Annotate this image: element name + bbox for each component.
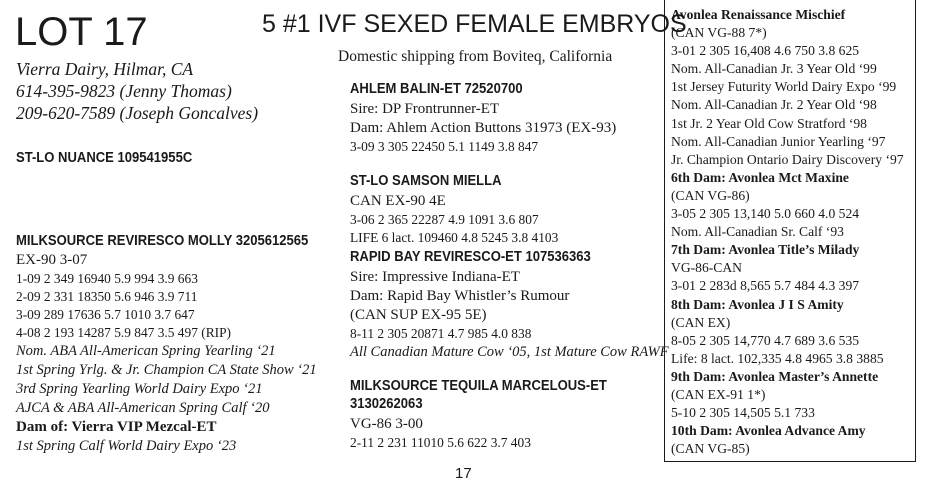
dam-award-3: 3rd Spring Yearling World Dairy Expo ‘21 (16, 381, 263, 397)
pedigree-line: 1st Jersey Futurity World Dairy Expo ‘99 (671, 79, 897, 95)
pedigree-line: (CAN VG-86) (671, 187, 750, 203)
consignor-name: Vierra Dairy, Hilmar, CA (16, 59, 194, 79)
dam-record-4: 4-08 2 193 14287 5.9 847 3.5 497 (RIP) (16, 325, 231, 340)
balin-record: 3-09 3 305 22450 5.1 1149 3.8 847 (350, 139, 539, 154)
pedigree-line: 1st Jr. 2 Year Old Cow Stratford ‘98 (671, 115, 867, 131)
lot-title: 5 #1 IVF SEXED FEMALE EMBRYOS (262, 10, 687, 38)
dam-of-award: 1st Spring Calf World Dairy Expo ‘23 (16, 438, 237, 454)
samson-name: ST-LO SAMSON MIELLA (350, 173, 502, 189)
balin-sire: Sire: DP Frontrunner-ET (350, 101, 500, 117)
dam-record-1: 1-09 2 349 16940 5.9 994 3.9 663 (16, 271, 198, 286)
samson-block (350, 172, 558, 247)
pedigree-line: Nom. All-Canadian Jr. 3 Year Old ‘99 (671, 61, 877, 77)
dam-block (16, 232, 341, 456)
consignor-contact (16, 58, 258, 124)
pedigree-line: 3-01 2 305 16,408 4.6 750 3.8 625 (671, 43, 860, 59)
pedigree-line: VG-86-CAN (671, 260, 742, 276)
balin-name: AHLEM BALIN-ET 72520700 (350, 81, 523, 97)
tequila-block (350, 377, 635, 452)
dam-record-2: 2-09 2 331 18350 5.6 946 3.9 711 (16, 289, 198, 304)
pedigree-list (671, 0, 904, 458)
pedigree-line: (CAN EX) (671, 314, 731, 330)
dam-classification: EX-90 3-07 (16, 252, 88, 268)
pedigree-line: 6th Dam: Avonlea Mct Maxine (671, 169, 849, 185)
pedigree-line: 3-01 2 283d 8,565 5.7 484 4.3 397 (671, 278, 860, 294)
balin-dam: Dam: Ahlem Action Buttons 31973 (EX-93) (350, 120, 617, 136)
samson-record-2: LIFE 6 lact. 109460 4.8 5245 3.8 4103 (350, 230, 559, 245)
pedigree-line: (CAN VG-85) (671, 441, 750, 457)
tequila-record: 2-11 2 231 11010 5.6 622 3.7 403 (350, 435, 531, 450)
dam-name: MILKSOURCE REVIRESCO MOLLY 3205612565 (16, 233, 309, 249)
pedigree-line: 9th Dam: Avonlea Master’s Annette (671, 368, 879, 384)
sire-block (16, 149, 212, 167)
pedigree-line: Life: 8 lact. 102,335 4.8 4965 3.8 3885 (671, 350, 884, 366)
tequila-classification: VG-86 3-00 (350, 416, 423, 432)
pedigree-line: 8-05 2 305 14,770 4.7 689 3.6 535 (671, 332, 860, 348)
rapid-bay-dam: Dam: Rapid Bay Whistler’s Rumour (350, 288, 570, 304)
sire-name: ST-LO NUANCE 109541955C (16, 150, 193, 166)
pedigree-line: Nom. All-Canadian Sr. Calf ‘93 (671, 224, 844, 240)
pedigree-line: (CAN EX-91 1*) (671, 386, 766, 402)
dam-record-3: 3-09 289 17636 5.7 1010 3.7 647 (16, 307, 195, 322)
dam-award-2: 1st Spring Yrlg. & Jr. Champion CA State Show ‘21 (16, 362, 317, 378)
tequila-name: MILKSOURCE TEQUILA MARCELOUS-ET (350, 378, 607, 394)
samson-classification: CAN EX-90 4E (350, 193, 446, 209)
phone-jenny: 614-395-9823 (Jenny Thomas) (16, 81, 232, 101)
lot-number: LOT 17 (15, 10, 148, 54)
rapid-bay-record: 8-11 2 305 20871 4.7 985 4.0 838 (350, 326, 532, 341)
pedigree-line: Avonlea Renaissance Mischief (671, 7, 846, 22)
pedigree-line: 5-10 2 305 14,505 5.1 733 (671, 405, 815, 421)
pedigree-line: Jr. Champion Ontario Dairy Discovery ‘97 (671, 151, 904, 167)
samson-record-1: 3-06 2 365 22287 4.9 1091 3.6 807 (350, 212, 539, 227)
balin-block (350, 80, 616, 156)
rapid-bay-name: RAPID BAY REVIRESCO-ET 107536363 (350, 249, 591, 265)
rapid-bay-dam-class: (CAN SUP EX-95 5E) (350, 307, 487, 323)
phone-joseph: 209-620-7589 (Joseph Goncalves) (16, 103, 259, 123)
pedigree-line: 10th Dam: Avonlea Advance Amy (671, 423, 866, 439)
dam-of-progeny: Dam of: Vierra VIP Mezcal-ET (16, 419, 217, 435)
pedigree-line: 7th Dam: Avonlea Title’s Milady (671, 242, 860, 258)
pedigree-line: Nom. All-Canadian Jr. 2 Year Old ‘98 (671, 97, 877, 113)
pedigree-line: Nom. All-Canadian Junior Yearling ‘97 (671, 133, 886, 149)
pedigree-line: (CAN VG-88 7*) (671, 25, 767, 41)
pedigree-line: 8th Dam: Avonlea J I S Amity (671, 296, 844, 312)
dam-award-1: Nom. ABA All-American Spring Yearling ‘21 (16, 343, 276, 359)
shipping-note: Domestic shipping from Boviteq, California (338, 48, 613, 65)
page-number: 17 (455, 465, 472, 482)
pedigree-line: 3-05 2 305 13,140 5.0 660 4.0 524 (671, 206, 860, 222)
dam-award-4: AJCA & ABA All-American Spring Calf ‘20 (16, 400, 270, 416)
rapid-bay-award: All Canadian Mature Cow ‘05, 1st Mature Cow RAWF (350, 344, 669, 360)
rapid-bay-block (350, 248, 669, 362)
tequila-registration: 3130262063 (350, 396, 423, 412)
rapid-bay-sire: Sire: Impressive Indiana-ET (350, 269, 520, 285)
